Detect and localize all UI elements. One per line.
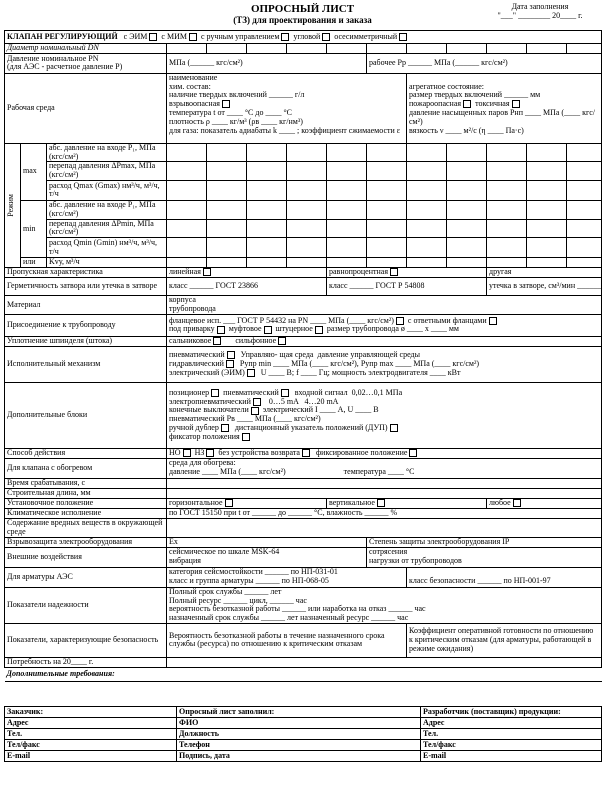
p1-min-label: абс. давление на входе P₁, МПа (кгс/см²) [47, 200, 167, 219]
dp-max-label: перепад давления ΔPmax, МПа (кгс/см²) [47, 162, 167, 181]
tightness-label: Герметичность затвора или утечка в затворе [5, 277, 167, 295]
coupling-checkbox[interactable] [264, 326, 272, 334]
mim-checkbox[interactable] [189, 33, 197, 41]
pr-field[interactable]: рабочее Pр ______ МПа (______ кгс/см²) [367, 53, 602, 73]
fitting-checkbox[interactable] [315, 326, 323, 334]
mating-flanges-checkbox[interactable] [489, 317, 497, 325]
need-label: Потребность на 20____ г. [5, 657, 167, 667]
bellows-checkbox[interactable] [278, 337, 286, 345]
safety-label: Показатели, характеризующие безопасность [5, 623, 167, 657]
harmful-label: Содержание вредных веществ в окружающей среде [5, 518, 167, 537]
kv-label: Kvу, м³/ч [47, 258, 167, 268]
p1-max-label: абс. давление на входе P₁, МПа (кгс/см²) [47, 143, 167, 162]
any-checkbox[interactable] [513, 499, 521, 507]
gland-checkbox[interactable] [213, 337, 221, 345]
opt-angular: угловой [293, 31, 321, 41]
customer-header: Заказчик: [5, 707, 177, 718]
opt-eim: с ЭИМ [123, 31, 148, 41]
horizontal-checkbox[interactable] [225, 499, 233, 507]
medium-label: Рабочая среда [5, 73, 167, 143]
dp-min-label: перепад давления ΔPmin, МПа (кгс/см²) [47, 219, 167, 238]
no-return-checkbox[interactable] [302, 449, 310, 457]
valve-title: КЛАПАН РЕГУЛИРУЮЩИЙ [7, 31, 118, 41]
length-label: Строительная длина, мм [5, 488, 167, 498]
fixed-pos-checkbox[interactable] [409, 449, 417, 457]
q-min-label: расход Qmin (Gmin) нм³/ч, м³/ч, т/ч [47, 238, 167, 258]
throughput-label: Пропускная характеристика [5, 268, 167, 278]
medium-right[interactable]: агрегатное состояние: размер твердых включений ______ мм пожароопасная токсичная давление насыщенных паров Pнп ____ МПа (____ кгс/см²) вязкость ν ____ м²/с (η ____ Па·с) [407, 73, 602, 143]
pn-field[interactable]: МПа (______ кгс/см²) [167, 53, 367, 73]
eim-checkbox[interactable] [149, 33, 157, 41]
actuator-label: Исполнительный механизм [5, 346, 167, 382]
opt-manual: с ручным управлением [200, 31, 280, 41]
linear-checkbox[interactable] [203, 268, 211, 276]
opt-mim: с МИМ [161, 31, 187, 41]
seal-label: Уплотнение шпинделя (штока) [5, 336, 167, 346]
position-lock-checkbox[interactable] [242, 433, 250, 441]
extra-label: Дополнительные блоки [5, 382, 167, 448]
climate-label: Климатическое исполнение [5, 508, 167, 518]
dup-checkbox[interactable] [390, 424, 398, 432]
date-label: Дата заполнения [511, 2, 569, 11]
date-block [480, 3, 600, 21]
q-max-label: расход Qmax (Gmax) нм³/ч, м³/ч, т/ч [47, 180, 167, 200]
additional-label: Дополнительные требования: [5, 667, 602, 681]
axial-checkbox[interactable] [399, 33, 407, 41]
developer-header: Разработчик (поставщик) продукции: [421, 707, 602, 718]
form-header [0, 0, 605, 30]
action-label: Способ действия [5, 448, 167, 458]
nz-checkbox[interactable] [206, 449, 214, 457]
other-field[interactable]: другая [487, 268, 602, 278]
heating-label: Для клапана с обогревом [5, 458, 167, 478]
nuclear-label: Для арматуры АЭС [5, 567, 167, 587]
pneumatic-checkbox[interactable] [227, 351, 235, 359]
filled-header: Опросный лист заполнил: [177, 707, 421, 718]
form-subtitle: (ТЗ) для проектирования и заказа [233, 15, 372, 25]
or-label: или [21, 258, 47, 268]
reliability-label: Показатели надежности [5, 587, 167, 623]
vertical-checkbox[interactable] [377, 499, 385, 507]
time-label: Время срабатывания, с [5, 478, 167, 488]
position-label: Установочное положение [5, 498, 167, 508]
mode-label: Режим [5, 143, 21, 267]
electric-checkbox[interactable] [247, 369, 255, 377]
questionnaire-table: КЛАПАН РЕГУЛИРУЮЩИЙ с ЭИМ с МИМ с ручным управлением угловой осесимметричный Диаметр номинальный DN Давление номинальное PN (для АЭС - расчетное давление P) МПа (______ кгс/см²) рабочее Pр ______ МПа (______ кгс/см²) Рабочая среда наименование хим. состав: наличие твердых включений ______ г/л взрывоопасная температура t от ____ °С до ____ °С плотность ρ ____ кг/м³ (ρв ____ кг/нм³) для газа: показатель адиабаты k ____ ; коэффициент сжимаемости ε агрегатное состояние: размер твердых включений ______ мм пожароопасная токсичная давление насыщенных паров Pнп ____ МПа (____ кгс/см²) вязкость ν ____ м²/с (η ____ Па·с) Режим max абс. давление на входе P₁, МПа (кгс/см²) перепад давления ΔPmax, МПа (кгс/см²) расход Qmax (Gmax) нм³/ч, м³/ч, т/ч min абс. давление на входе P₁, МПа (кгс/см²) перепад давления ΔPmin, МПа (кгс/см²) расход Qmin (Gmin) нм³/ч, м³/ч, т/ч или Kvу, м³/ч Пропускная характеристика линейная равнопроцентная другая Герметичность затвора или утечка в затворе класс ______ ГОСТ 23866 класс ______ ГОСТ Р 54808 утечка в затворе, см³/мин ______ Материал корпуса трубопровода Присоединение к трубопроводу фланцевое исп. ___ ГОСТ Р 54432 на PN ____ МПа (____ кгс/см²) с ответными фланцами под приварку муфтовое штуцерное размер трубопровода ø ____ х ____ мм Уплотнение шпинделя (штока) сальниковое сильфонное Исполнительный механизм пневматический Управляю- щая среда давление управляющей среды гидравлический Pупр min ____ МПа (____ кгс/см²), Pупр max ____ МПа (____ кгс/см²) электрический (ЭИМ) U ____ В; f ____ Гц; мощность электродвигателя ____ кВт Дополнительные блоки позиционер пневматический входной сигнал 0,02…0,1 МПа электропневматический 0…5 mA 4…20 mA конечные выключатели электрический I ____ А, U ____ В пневматический Pв ____ МПа (____ кгс/см²) ручной дублер дистанционный указатель положений (ДУП) фиксатор положения Способ действия НО НЗ без устройства возврата фиксированное положение Для клапана с обогревом среда для обогрева: давление ____ МПа (____ кгс/см²) температура ____ °С Время срабатывания, с Строительная длина, мм Установочное положение горизонтальное вертикальное любое Климатическое исполнение по ГОСТ 15150 при t от ______ до ______ °С, влажность ______ % Содержание вредных веществ в окружающей среде Взрывозащита электрооборудования Ex Степень защиты электрооборудования IP Внешние воздействия сейсмическое по шкале MSK-64 вибрация сотрясения нагрузки от трубопроводов Для арматуры АЭС категория сейсмостойкости ______ по НП-031-01 класс и группа арматуры ______ по НП-068-05 класс безопасности ______ по НП-001-97 Показатели надежности Полный срок службы ______ лет Полный ресурс ______ цикл, ______ час вероятность безотказной работы ______ или наработка на отказ ______ час назначенный срок службы ______ лет назначенный ресурс ______ час Показатели, характеризующие безопасность Вероятность безотказной работы в течение назначенного срока службы (ресурса) по отношению к критическим отказам Коэффициент оперативной готовности по отношению к критическим отказам (для арматуры, работающей в режиме ожидания) Потребность на 20____ г. Дополнительные требования: [4, 30, 602, 682]
min-label: min [21, 200, 47, 257]
equal-pct-checkbox[interactable] [390, 268, 398, 276]
medium-left[interactable]: наименование хим. состав: наличие твердых включений ______ г/л взрывоопасная температура t от ____ °С до ____ °С плотность ρ ____ кг/м³ (ρв ____ кг/нм³) для газа: показатель адиабаты k ____ ; коэффициент сжимаемости ε [167, 73, 407, 143]
form-title: ОПРОСНЫЙ ЛИСТ [250, 3, 355, 15]
angular-checkbox[interactable] [322, 33, 330, 41]
opt-axial: осесимметричный [334, 31, 398, 41]
electropneumatic-checkbox[interactable] [253, 398, 261, 406]
signature-table: Заказчик: Опросный лист заполнил: Разработчик (поставщик) продукции: Адрес ФИО Адрес Тел. Должность Тел. Тел/факс Телефон Тел/факс E-mail Подпись, дата E-mail [4, 706, 602, 762]
max-label: max [21, 143, 47, 200]
date-field[interactable]: "___" ________ 20____ г. [497, 10, 583, 20]
external-label: Внешние воздействия [5, 547, 167, 567]
pn-label: Давление номинальное PN (для АЭС - расчетное давление P) [5, 53, 167, 73]
material-label: Материал [5, 295, 167, 314]
dn-label: Диаметр номинальный DN [5, 44, 167, 54]
valve-row [5, 31, 602, 44]
connection-label: Присоединение к трубопроводу [5, 314, 167, 336]
weld-checkbox[interactable] [217, 326, 225, 334]
manual-checkbox[interactable] [281, 33, 289, 41]
explosion-label: Взрывозащита электрооборудования [5, 537, 167, 547]
no-checkbox[interactable] [183, 449, 191, 457]
